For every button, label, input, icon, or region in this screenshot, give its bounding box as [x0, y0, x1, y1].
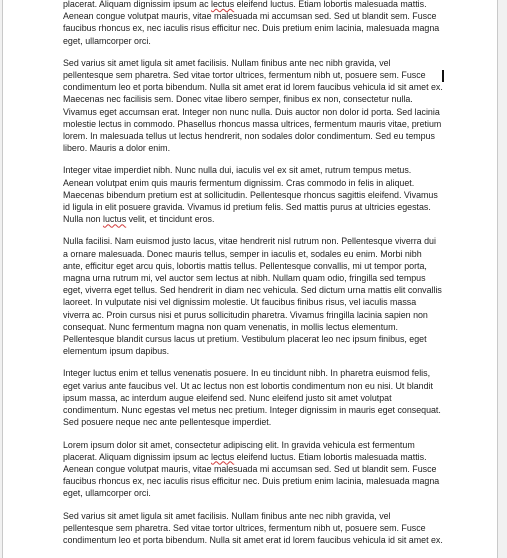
- spellcheck-flagged-word[interactable]: luctus: [102, 214, 127, 225]
- paragraph-2[interactable]: Sed varius sit amet ligula sit amet facilisis. Nullam finibus ante nec nibh gravida, vel pellentesque sem pharetra. Sed vitae tortor ultrices, fermentum nibh ut, posuere sem. Fusce condimentum leo et porta bibendum. Nulla sit amet erat id lorem faucibus vehicula id sit amet ex. Maecenas nec facilisis sem. Donec vitae libero semper, finibus ex non, consectetur nulla. Vivamus eget accumsan erat. Integer non nunc nulla. Duis auctor non dolor id porta. Sed lacinia molestie lectus in commodo. Phasellus rhoncus massa ultrices, fermentum mauris vitae, pretium lorem. In malesuada tellus ut lectus hendrerit, non sodales dolor condimentum. Sed eu tempus libero. Mauris a dolor enim.: [63, 57, 443, 154]
- paragraph-5[interactable]: Integer luctus enim et tellus venenatis posuere. In eu tincidunt nibh. In pharetra euismod felis, eget varius ante faucibus vel. Ut ac lectus non est lobortis condimentum non eu nisi. Ut blandit ipsum massa, ac interdum augue eleifend sed. Nunc eleifend justo sit amet volutpat condimentum. Nunc egestas vel metus nec pretium. Integer dignissim in mauris eget consequat. Sed posuere neque nec ante pellentesque imperdiet.: [63, 368, 441, 428]
- document-body[interactable]: [63, 0, 443, 556]
- spellcheck-flagged-word[interactable]: lectus: [210, 0, 235, 9]
- paragraph-7[interactable]: Sed varius sit amet ligula sit amet facilisis. Nullam finibus ante nec nibh gravida, vel pellentesque sem pharetra. Sed vitae tortor ultrices, fermentum nibh ut, posuere sem. Fusce condimentum leo et porta bibendum. Nulla sit amet erat id lorem faucibus vehicula id sit amet ex.: [63, 510, 443, 545]
- document-page[interactable]: [2, 0, 498, 558]
- paragraph-3[interactable]: Integer vitae imperdiet nibh. Nunc nulla dui, iaculis vel ex sit amet, rutrum tempus metus. Aenean volutpat enim quis mauris fermentum dignissim. Cras commodo in felis in aliquet. Maecenas bibendum pretium est at sollicitudin. Pellentesque rhoncus sagittis eleifend. Vivamus id ligula in elit posuere gravida. Vivamus id pretium felis. Sed mattis purus at ultricies egestas. Nulla non luctus velit, et tincidunt eros.: [63, 165, 438, 225]
- paragraph-4[interactable]: Nulla facilisi. Nam euismod justo lacus, vitae hendrerit nisl rutrum non. Pellentesque viverra dui a ornare malesuada. Donec mauris tellus, semper in iaculis et, sodales eu enim. Morbi nibh ante, efficitur eget arcu quis, lobortis mattis tellus. Pellentesque convallis, mi ut tempor porta, magna urna rutrum mi, vel auctor sem lectus at nibh. Nullam quam odio, fringilla sed tempus eget, viverra eget tellus. Sed hendrerit in diam nec vehicula. Sed dictum urna mattis elit convallis laoreet. In vulputate nisi vel dignissim molestie. Ut faucibus finibus risus, vel iaculis massa viverra ac. Proin cursus nisi et purus sollicitudin pharetra. Vivamus fringilla lacinia sapien non consequat. Nunc fermentum magna non quam venenatis, in mollis lectus elementum. Pellentesque blandit cursus lacus ut pretium. Vestibulum placerat leo nec ipsum finibus, eget elementum ipsum dapibus.: [63, 236, 442, 357]
- text-cursor: [442, 70, 444, 82]
- spellcheck-flagged-word[interactable]: lectus: [210, 451, 235, 462]
- paragraph-1[interactable]: placerat. Aliquam dignissim ipsum ac lectus eleifend luctus. Etiam lobortis malesuada mattis. Aenean congue volutpat mauris, vitae malesuada mi accumsan sed. Sed ut blandit sem. Fusce faucibus rhoncus ex, nec iaculis risus efficitur nec. Duis pretium enim lacinia, malesuada magna eget, ullamcorper orci.: [63, 0, 440, 46]
- paragraph-6[interactable]: Lorem ipsum dolor sit amet, consectetur adipiscing elit. In gravida vehicula est fermentum placerat. Aliquam dignissim ipsum ac lectus eleifend luctus. Etiam lobortis malesuada mattis. Aenean congue volutpat mauris, vitae malesuada mi accumsan sed. Sed ut blandit sem. Fusce faucibus rhoncus ex, nec iaculis risus efficitur nec. Duis pretium enim lacinia, malesuada magna eget, ullamcorper orci.: [63, 439, 440, 499]
